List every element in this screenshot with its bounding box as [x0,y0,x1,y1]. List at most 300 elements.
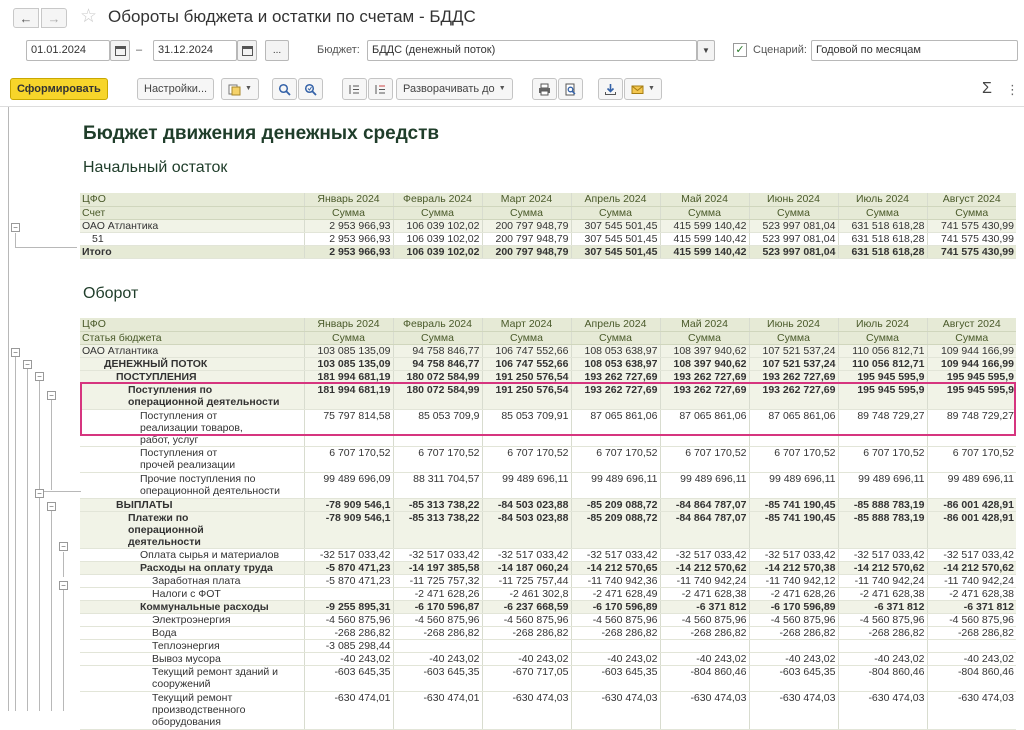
column-header-month: Август 2024 [927,318,1016,331]
header-row [80,193,1016,206]
amount-cell: 88 311 704,57 [393,472,482,498]
amount-cell: -268 286,82 [393,626,482,639]
row-label: Текущий ремонт зданий и сооружений [80,665,304,691]
amount-cell: -2 461 302,8 [482,587,571,600]
amount-cell: 99 489 696,11 [749,472,838,498]
row-label: Прочие поступления по операционной деятельности [80,472,304,498]
column-header-month: Февраль 2024 [393,193,482,206]
amount-cell: -85 741 190,45 [749,511,838,548]
amount-cell: -40 243,02 [393,652,482,665]
amount-cell: 415 599 140,42 [660,245,749,258]
table-row[interactable] [80,472,1016,498]
table-row[interactable] [80,652,1016,665]
amount-cell: -630 474,01 [393,691,482,729]
search-settings-button[interactable] [298,78,323,100]
amount-cell: 741 575 430,99 [927,219,1016,232]
print-button[interactable] [532,78,557,100]
amount-cell: 99 489 696,11 [838,472,927,498]
calendar-icon [115,45,126,56]
amount-cell: 99 489 696,11 [660,472,749,498]
date-to-calendar-button[interactable] [237,40,257,61]
amount-cell: -40 243,02 [571,652,660,665]
amount-cell: -630 474,03 [571,691,660,729]
turnover-title: Оборот [83,285,139,302]
amount-cell: 6 707 170,52 [571,446,660,472]
column-header-sum: Сумма [393,206,482,219]
amount-cell: 180 072 584,99 [393,370,482,383]
budget-dropdown-button[interactable] [697,40,715,61]
amount-cell: 631 518 618,28 [838,219,927,232]
amount-cell: -6 371 812 [838,600,927,613]
amount-cell: 99 489 696,11 [571,472,660,498]
amount-cell: -32 517 033,42 [482,548,571,561]
amount-cell: 107 521 537,24 [749,357,838,370]
table-row[interactable] [80,665,1016,691]
amount-cell: 631 518 618,28 [838,232,927,245]
amount-cell: 195 945 595,9 [927,370,1016,383]
amount-cell: 85 053 709,9 [393,409,482,446]
amount-cell: 108 053 638,97 [571,344,660,357]
date-from-calendar-button[interactable] [110,40,130,61]
more-actions-icon[interactable]: ⋮ [1006,82,1019,97]
column-header-month: Июнь 2024 [749,318,838,331]
amount-cell: -6 170 596,89 [749,600,838,613]
column-header-sum: Сумма [571,331,660,344]
column-header-month: Июль 2024 [838,318,927,331]
amount-cell: -4 560 875,96 [749,613,838,626]
amount-cell: 89 748 729,27 [838,409,927,446]
settings-label: Настройки... [144,83,208,95]
table-row[interactable] [80,357,1016,370]
row-label: Теплоэнергия [80,639,304,652]
amount-cell: 193 262 727,69 [749,370,838,383]
amount-cell: 741 575 430,99 [927,232,1016,245]
column-header-sum: Сумма [571,206,660,219]
amount-cell: 6 707 170,52 [304,446,393,472]
table-row[interactable] [80,511,1016,548]
amount-cell: 6 707 170,52 [482,446,571,472]
amount-cell: 106 039 102,02 [393,245,482,258]
table-row[interactable] [80,613,1016,626]
column-header-sum: Сумма [304,206,393,219]
chevron-down-icon: ▼ [702,46,710,55]
print-preview-icon [564,83,577,96]
amount-cell: -78 909 546,1 [304,498,393,511]
collapse-group-toggle[interactable]: − [35,372,44,381]
save-file-button[interactable] [598,78,623,100]
amount-cell: -84 864 787,07 [660,498,749,511]
amount-cell: -40 243,02 [482,652,571,665]
table-row[interactable] [80,587,1016,600]
column-header-article: Статья бюджета [80,331,304,344]
period-select-button[interactable]: ... [265,40,289,61]
amount-cell: 106 039 102,02 [393,219,482,232]
collapse-group-toggle[interactable]: − [11,348,20,357]
group-line [15,357,16,711]
header-row [80,206,1016,219]
table-row[interactable] [80,383,1016,409]
amount-cell: 106 747 552,66 [482,357,571,370]
amount-cell: -4 560 875,96 [393,613,482,626]
send-email-button[interactable] [624,78,662,100]
amount-cell: -32 517 033,42 [838,548,927,561]
amount-cell: -11 740 942,24 [660,574,749,587]
amount-cell: -670 717,05 [482,665,571,691]
column-header-month: Июнь 2024 [749,193,838,206]
amount-cell: -11 725 757,32 [393,574,482,587]
amount-cell: 2 953 966,93 [304,232,393,245]
amount-cell: -2 471 628,26 [749,587,838,600]
amount-cell: 106 039 102,02 [393,232,482,245]
group-line [63,590,64,711]
amount-cell: -32 517 033,42 [749,548,838,561]
amount-cell: -268 286,82 [749,626,838,639]
favorite-star-icon[interactable]: ☆ [80,6,98,27]
amount-cell: 6 707 170,52 [393,446,482,472]
expand-to-button[interactable] [396,78,513,100]
column-header-cfo: ЦФО [80,318,304,331]
amount-cell: 108 053 638,97 [571,357,660,370]
amount-cell: 6 707 170,52 [838,446,927,472]
amount-cell: -630 474,03 [749,691,838,729]
amount-cell: 415 599 140,42 [660,219,749,232]
amount-cell: 2 953 966,93 [304,219,393,232]
report-title: Бюджет движения денежных средств [83,123,440,144]
toolbar [0,76,1024,106]
amount-cell: 193 262 727,69 [660,383,749,409]
collapse-group-toggle[interactable]: − [59,581,68,590]
amount-cell: -40 243,02 [927,652,1016,665]
amount-cell: 94 758 846,77 [393,344,482,357]
collapse-group-toggle[interactable]: − [47,502,56,511]
table-row[interactable] [80,639,1016,652]
column-header-month: Апрель 2024 [571,318,660,331]
amount-cell: 6 707 170,52 [927,446,1016,472]
variants-button[interactable] [221,78,259,100]
amount-cell: -40 243,02 [660,652,749,665]
chevron-down-icon: ▼ [648,85,655,92]
gutter-border [8,107,9,711]
search-icon [278,83,291,96]
row-label: ДЕНЕЖНЫЙ ПОТОК [80,357,304,370]
scenario-label: Сценарий: [753,44,807,56]
amount-cell: -14 212 570,62 [927,561,1016,574]
amount-cell [749,639,838,652]
table-row[interactable] [80,574,1016,587]
amount-cell: -32 517 033,42 [660,548,749,561]
amount-cell [393,639,482,652]
header-row [80,331,1016,344]
amount-cell: -85 209 088,72 [571,498,660,511]
amount-cell: 307 545 501,45 [571,219,660,232]
collapse-group-toggle[interactable]: − [47,391,56,400]
amount-cell: -40 243,02 [749,652,838,665]
amount-cell: -5 870 471,23 [304,561,393,574]
print-preview-button[interactable] [558,78,583,100]
amount-cell: -9 255 895,31 [304,600,393,613]
collapse-group-toggle[interactable]: − [35,489,44,498]
amount-cell: -3 085 298,44 [304,639,393,652]
amount-cell: 193 262 727,69 [749,383,838,409]
column-header-sum: Сумма [927,331,1016,344]
amount-cell: 193 262 727,69 [571,370,660,383]
column-header-month: Январь 2024 [304,193,393,206]
amount-cell: -40 243,02 [838,652,927,665]
opening-balance-table [80,193,1016,259]
table-row[interactable] [80,561,1016,574]
amount-cell: 108 397 940,62 [660,344,749,357]
row-label: Вывоз мусора [80,652,304,665]
amount-cell: -14 187 060,24 [482,561,571,574]
amount-cell: -85 888 783,19 [838,511,927,548]
amount-cell [304,587,393,600]
amount-cell [838,639,927,652]
amount-cell: 6 707 170,52 [749,446,838,472]
group-line [15,247,77,248]
amount-cell: -84 864 787,07 [660,511,749,548]
amount-cell: 195 945 595,9 [927,383,1016,409]
group-line [63,552,64,577]
table-row[interactable] [80,626,1016,639]
amount-cell: 103 085 135,09 [304,344,393,357]
amount-cell: -11 725 757,44 [482,574,571,587]
arrow-right-icon: → [47,10,61,26]
group-line [39,491,81,492]
amount-cell: -84 503 023,88 [482,511,571,548]
table-row[interactable] [80,600,1016,613]
group-line [27,369,28,711]
group-line [51,400,52,490]
amount-cell [482,639,571,652]
amount-cell [571,639,660,652]
amount-cell [927,639,1016,652]
amount-cell: 523 997 081,04 [749,219,838,232]
row-label: Оплата сырья и материалов [80,548,304,561]
amount-cell: 106 747 552,66 [482,344,571,357]
expand-to-label: Разворачивать до [403,83,495,95]
search-settings-icon [304,83,317,96]
settings-button[interactable] [137,78,214,100]
table-row[interactable] [80,370,1016,383]
column-header-month: Февраль 2024 [393,318,482,331]
search-button[interactable] [272,78,297,100]
forward-button[interactable] [41,8,67,28]
parameters-bar [0,34,1024,70]
column-header-month: Март 2024 [482,193,571,206]
row-label: Заработная плата [80,574,304,587]
amount-cell: -6 371 812 [927,600,1016,613]
group-line [51,510,52,711]
amount-cell: 109 944 166,99 [927,344,1016,357]
sort-lines-icon [348,83,361,96]
expand-rows-button[interactable] [368,78,393,100]
amount-cell: 181 994 681,19 [304,370,393,383]
column-header-sum: Сумма [749,331,838,344]
column-header-sum: Сумма [393,331,482,344]
amount-cell: -32 517 033,42 [927,548,1016,561]
column-header-sum: Сумма [927,206,1016,219]
row-label: Текущий ремонт производственного оборудования [80,691,304,729]
arrow-left-icon: ← [19,10,33,26]
column-header-sum: Сумма [660,331,749,344]
collapse-group-toggle[interactable]: − [59,542,68,551]
amount-cell: -32 517 033,42 [393,548,482,561]
table-row[interactable] [80,245,1016,258]
amount-cell: -4 560 875,96 [482,613,571,626]
amount-cell: -14 197 385,58 [393,561,482,574]
amount-cell: -85 741 190,45 [749,498,838,511]
column-header-sum: Сумма [482,331,571,344]
amount-cell: -268 286,82 [838,626,927,639]
amount-cell: -804 860,46 [927,665,1016,691]
group-line [15,233,16,247]
column-header-sum: Сумма [482,206,571,219]
turnover-table [80,318,1016,730]
generate-button[interactable]: Сформировать [10,78,108,100]
row-label: Коммунальные расходы [80,600,304,613]
column-header-month: Август 2024 [927,193,1016,206]
row-label: Налоги с ФОТ [80,587,304,600]
amount-cell: 110 056 812,71 [838,357,927,370]
amount-cell: 195 945 595,9 [838,370,927,383]
amount-cell: -32 517 033,42 [571,548,660,561]
row-label: Платежи по операционной деятельности [80,511,304,548]
row-label: ОАО Атлантика [80,219,304,232]
date-from-input[interactable]: 01.01.2024 [26,40,110,61]
date-range-dash: – [136,44,143,56]
row-label: ВЫПЛАТЫ [80,498,304,511]
date-to-input[interactable]: 31.12.2024 [153,40,237,61]
row-label: Расходы на оплату труда [80,561,304,574]
amount-cell: 181 994 681,19 [304,383,393,409]
amount-cell: 193 262 727,69 [660,370,749,383]
amount-cell: 99 489 696,11 [927,472,1016,498]
amount-cell: -40 243,02 [304,652,393,665]
chevron-down-icon: ▼ [498,85,506,92]
amount-cell: 193 262 727,69 [571,383,660,409]
table-row[interactable] [80,498,1016,511]
amount-cell: -603 645,35 [393,665,482,691]
back-button[interactable] [13,8,39,28]
amount-cell: -4 560 875,96 [927,613,1016,626]
column-header-month: Апрель 2024 [571,193,660,206]
amount-cell: -268 286,82 [571,626,660,639]
header-row [80,318,1016,331]
column-header-sum: Сумма [660,206,749,219]
sum-icon[interactable]: Σ [982,80,992,97]
amount-cell: -268 286,82 [927,626,1016,639]
amount-cell: -6 237 668,59 [482,600,571,613]
amount-cell: -32 517 033,42 [304,548,393,561]
amount-cell [660,639,749,652]
table-row[interactable] [80,344,1016,357]
amount-cell: 200 797 948,79 [482,245,571,258]
amount-cell: -804 860,46 [838,665,927,691]
amount-cell: -2 471 628,38 [927,587,1016,600]
amount-cell: 75 797 814,58 [304,409,393,446]
amount-cell: -630 474,03 [838,691,927,729]
scenario-checkbox[interactable]: ✓ [733,43,747,57]
expand-lines-icon [374,83,387,96]
column-header-month: Май 2024 [660,318,749,331]
amount-cell: 6 707 170,52 [660,446,749,472]
amount-cell: 2 953 966,93 [304,245,393,258]
amount-cell: -11 740 942,12 [749,574,838,587]
table-row[interactable] [80,548,1016,561]
amount-cell: -78 909 546,1 [304,511,393,548]
download-icon [604,83,617,96]
report-variant-icon [228,83,241,96]
amount-cell: -268 286,82 [304,626,393,639]
printer-icon [538,83,551,96]
amount-cell: 87 065 861,06 [660,409,749,446]
amount-cell: -804 860,46 [660,665,749,691]
amount-cell: 191 250 576,54 [482,383,571,409]
amount-cell: 741 575 430,99 [927,245,1016,258]
row-label: Вода [80,626,304,639]
amount-cell: 523 997 081,04 [749,245,838,258]
report-area[interactable] [0,106,1024,728]
table-row[interactable] [80,691,1016,729]
amount-cell: -603 645,35 [304,665,393,691]
amount-cell: 87 065 861,06 [571,409,660,446]
table-row[interactable] [80,232,1016,245]
amount-cell: 200 797 948,79 [482,219,571,232]
column-header-article: Счет [80,206,304,219]
row-label: ПОСТУПЛЕНИЯ [80,370,304,383]
amount-cell: 99 489 696,11 [482,472,571,498]
amount-cell: -630 474,01 [304,691,393,729]
row-label: ОАО Атлантика [80,344,304,357]
table-row[interactable] [80,219,1016,232]
group-line [39,381,40,491]
amount-cell: -4 560 875,96 [660,613,749,626]
amount-cell: -85 888 783,19 [838,498,927,511]
window-title: Обороты бюджета и остатки по счетам - БДДС [108,7,476,26]
amount-cell: -630 474,03 [660,691,749,729]
row-label: Поступления от реализации товаров, работ, услуг [80,409,304,446]
amount-cell: -11 740 942,36 [571,574,660,587]
amount-cell: -268 286,82 [660,626,749,639]
table-row[interactable] [80,446,1016,472]
row-label: Поступления от прочей реализации [80,446,304,472]
amount-cell: -2 471 628,49 [571,587,660,600]
budget-input[interactable]: БДДС (денежный поток) [367,40,697,61]
table-row[interactable] [80,409,1016,446]
amount-cell: -5 870 471,23 [304,574,393,587]
amount-cell: -14 212 570,62 [660,561,749,574]
envelope-icon [631,83,644,96]
collapse-rows-button[interactable] [342,78,367,100]
scenario-input[interactable]: Годовой по месяцам [811,40,1018,61]
column-header-sum: Сумма [304,331,393,344]
amount-cell: 99 489 696,09 [304,472,393,498]
amount-cell: 107 521 537,24 [749,344,838,357]
amount-cell: -603 645,35 [749,665,838,691]
collapse-group-toggle[interactable]: − [23,360,32,369]
amount-cell: 523 997 081,04 [749,232,838,245]
column-header-month: Май 2024 [660,193,749,206]
amount-cell: -2 471 628,26 [393,587,482,600]
amount-cell: -6 170 596,89 [571,600,660,613]
amount-cell: -268 286,82 [482,626,571,639]
amount-cell: 195 945 595,9 [838,383,927,409]
amount-cell: 85 053 709,91 [482,409,571,446]
amount-cell: -4 560 875,96 [838,613,927,626]
amount-cell: 110 056 812,71 [838,344,927,357]
collapse-group-toggle[interactable]: − [11,223,20,232]
amount-cell: -6 170 596,87 [393,600,482,613]
